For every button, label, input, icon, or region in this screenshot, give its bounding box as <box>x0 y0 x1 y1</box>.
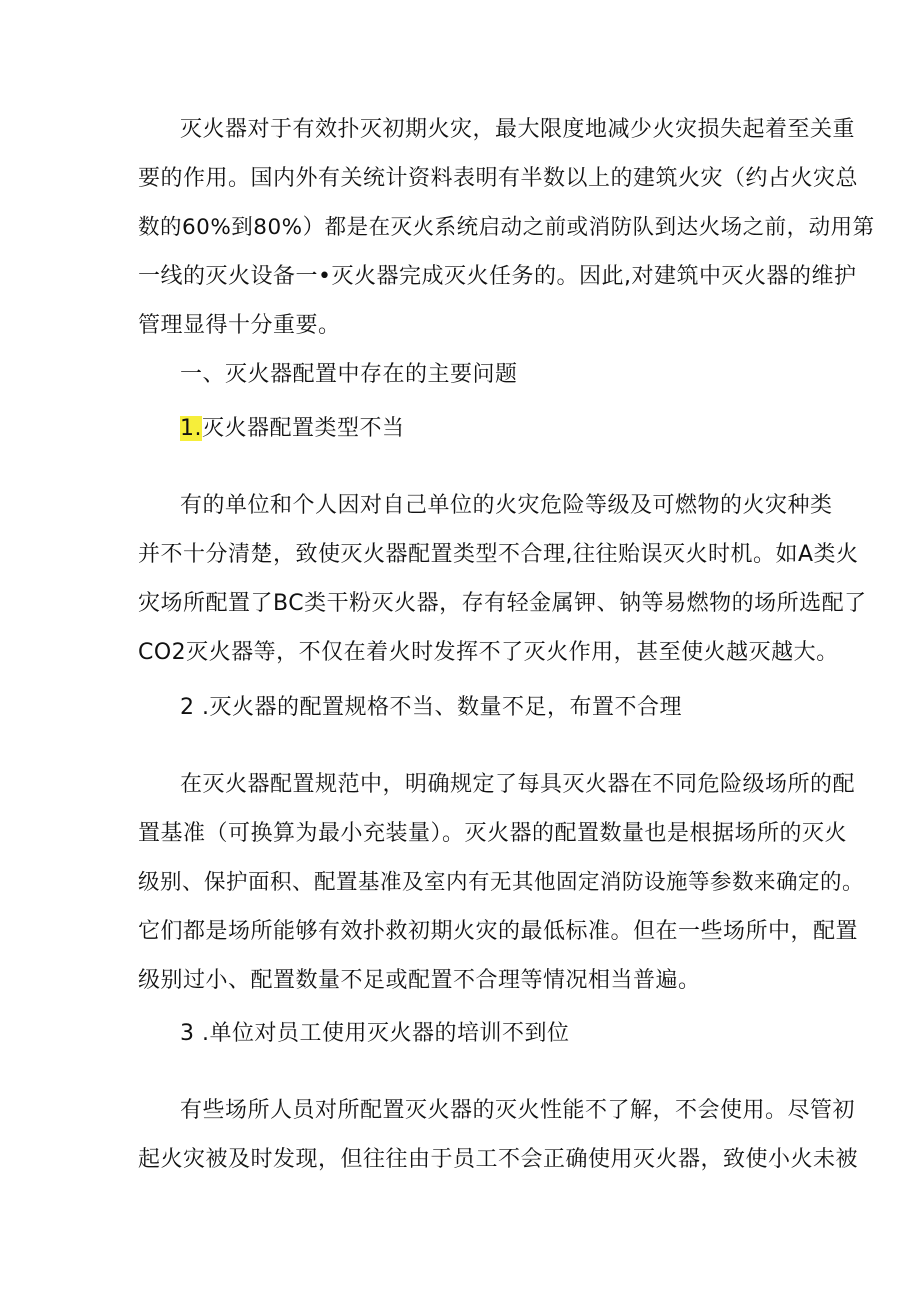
heading-2: 2 .灭火器的配置规格不当、数量不足，布置不合理 <box>180 695 682 720</box>
para-2-line-1: 在灭火器配置规范中，明确规定了每具灭火器在不同危险级场所的配 <box>180 772 856 797</box>
intro-line-3: 数的60%到80%）都是在灭火系统启动之前或消防队到达火场之前，动用第 <box>138 215 875 240</box>
heading-1-text: 灭火器配置类型不当 <box>202 416 405 441</box>
para-2-line-4: 它们都是场所能够有效扑救初期火灾的最低标准。但在一些场所中，配置 <box>138 919 859 944</box>
para-3-line-2: 起火灾被及时发现，但往往由于员工不会正确使用灭火器，致使小火未被 <box>138 1147 859 1172</box>
intro-line-5: 管理显得十分重要。 <box>138 313 341 338</box>
para-1-line-4: CO2灭火器等，不仅在着火时发挥不了灭火作用，甚至使火越灭越大。 <box>138 640 839 665</box>
para-1-line-2: 并不十分清楚，致使灭火器配置类型不合理,往往贻误灭火时机。如A类火 <box>138 542 859 567</box>
heading-3: 3 .单位对员工使用灭火器的培训不到位 <box>180 1021 570 1046</box>
para-1-line-1: 有的单位和个人因对自己单位的火灾危险等级及可燃物的火灾种类 <box>180 493 833 518</box>
para-3-line-1: 有些场所人员对所配置灭火器的灭火性能不了解，不会使用。尽管初 <box>180 1098 856 1123</box>
para-2-line-2: 置基准（可换算为最小充装量）。灭火器的配置数量也是根据场所的灭火 <box>138 821 848 846</box>
heading-1 <box>180 414 405 444</box>
intro-line-1: 灭火器对于有效扑灭初期火灾，最大限度地减少火灾损失起着至关重 <box>180 117 856 142</box>
para-2-line-3: 级别、保护面积、配置基准及室内有无其他固定消防设施等参数来确定的。 <box>138 870 865 895</box>
intro-line-4: 一线的灭火设备一•灭火器完成灭火任务的。因此,对建筑中灭火器的维护 <box>138 264 857 289</box>
intro-line-2: 要的作用。国内外有关统计资料表明有半数以上的建筑火灾（约占火灾总 <box>138 166 859 191</box>
para-2-line-5: 级别过小、配置数量不足或配置不合理等情况相当普遍。 <box>138 968 701 993</box>
para-1-line-3: 灾场所配置了BC类干粉灭火器，存有轻金属钾、钠等易燃物的场所选配了 <box>138 591 867 616</box>
heading-1-number: 1. <box>180 416 202 441</box>
main-heading: 一、灭火器配置中存在的主要问题 <box>180 362 518 387</box>
